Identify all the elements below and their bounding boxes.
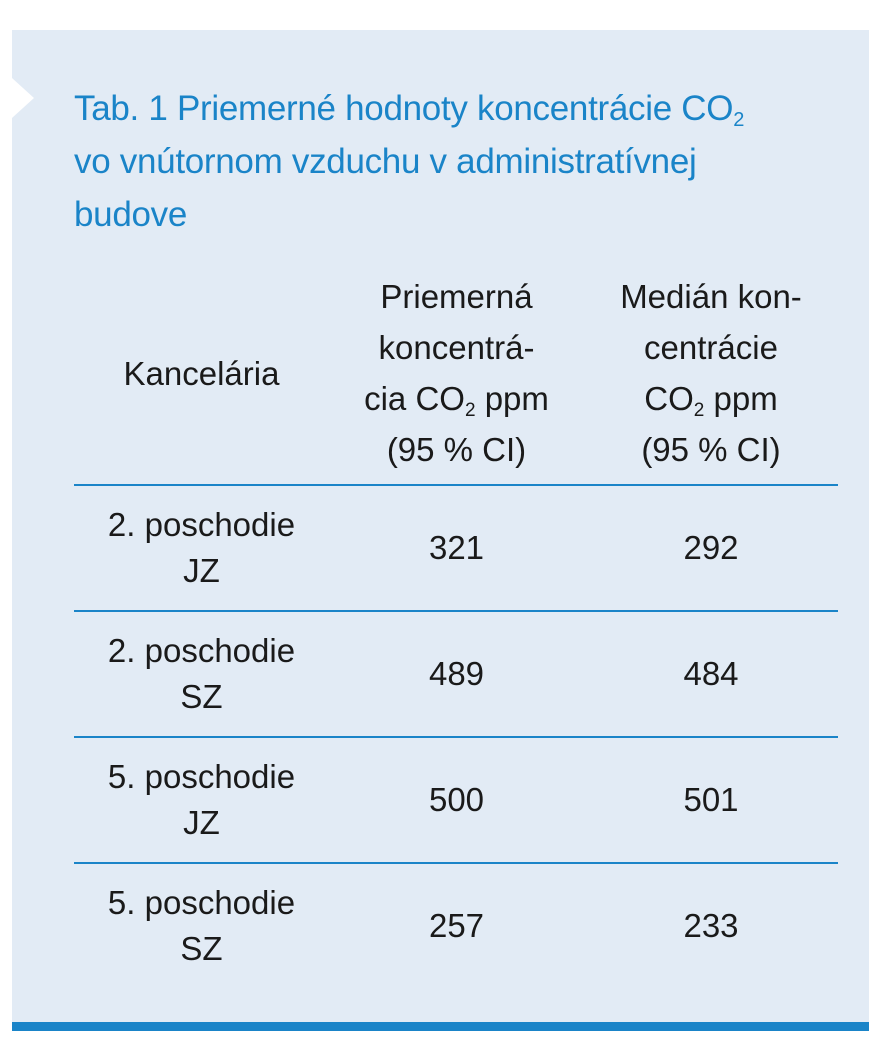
- header-mean-line3: cia $CO_2$ ppm: [364, 380, 549, 421]
- median-cell: 233: [683, 907, 739, 944]
- header-mean-line4: (95 % CI): [386, 431, 527, 468]
- mean-cell: 257: [428, 907, 485, 944]
- title-line1: [74, 89, 745, 131]
- table-row: [74, 611, 838, 737]
- office-cell: 5. poschodie SZ: [107, 884, 296, 967]
- bottom-accent-rule: [12, 1022, 869, 1031]
- header-mean-line2: koncentrá-: [378, 329, 535, 366]
- header-median-line1: Medián kon-: [620, 278, 802, 315]
- title-line2: vo vnútornom vzduchu v administratívnej: [74, 142, 697, 181]
- table-title: [74, 82, 834, 241]
- header-office: Kancelária: [123, 354, 280, 392]
- table-row: [74, 737, 838, 863]
- title-subscript: 2: [733, 109, 745, 131]
- header-median: [584, 262, 838, 485]
- header-median-line2: centrácie: [644, 329, 778, 366]
- header-mean-line1: Priemerná: [380, 278, 533, 315]
- co2-table: [74, 262, 838, 988]
- median-cell: 292: [683, 529, 739, 566]
- header-median-line3: $CO_2$ ppm: [644, 380, 778, 421]
- panel-notch-marker: [12, 78, 34, 118]
- table-header-row: [74, 262, 838, 485]
- mean-cell: 489: [428, 655, 485, 692]
- title-text-prefix: Tab. 1 Priemerné hodnoty koncentrácie CO: [74, 89, 734, 128]
- office-cell: 2. poschodie SZ: [107, 632, 296, 715]
- mean-cell: 500: [428, 781, 485, 818]
- title-line3: budove: [74, 195, 188, 234]
- office-cell: 2. poschodie JZ: [107, 506, 296, 589]
- median-cell: 484: [683, 655, 739, 692]
- office-cell: 5. poschodie JZ: [107, 758, 296, 841]
- table-row: [74, 485, 838, 611]
- table-row: [74, 863, 838, 988]
- mean-cell: 321: [428, 529, 485, 566]
- header-median-line4: (95 % CI): [641, 431, 781, 468]
- header-mean: [329, 262, 584, 485]
- median-cell: 501: [683, 781, 739, 818]
